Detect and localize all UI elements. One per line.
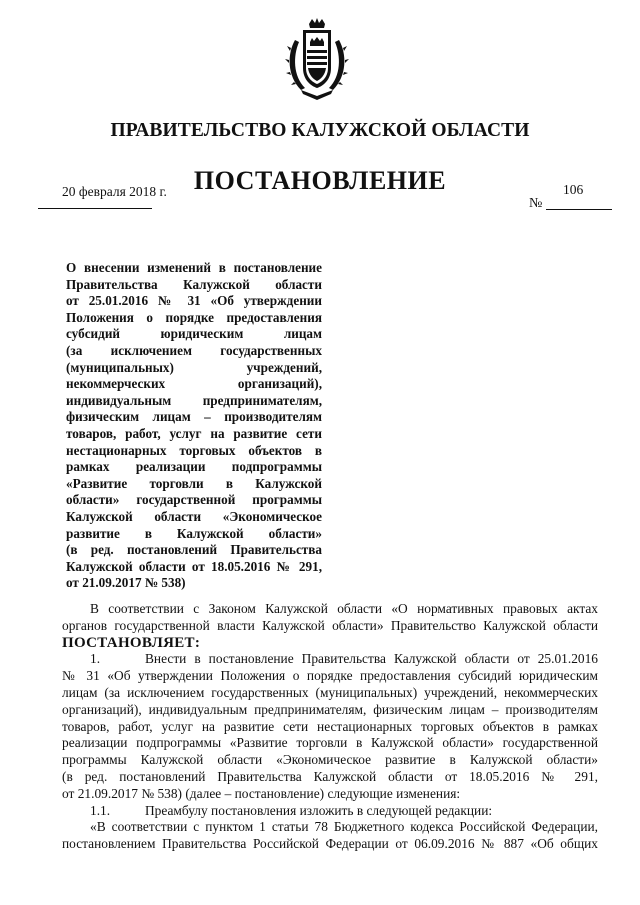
item-1-line: (в ред. постановлений Правительства Калужской области от 18.05.2016 № 291, [62,768,598,784]
subject-line: нестационарных торговых объектов в [66,442,322,458]
item-1-line: организаций), индивидуальным предпринимателям, физическим лицам – производителям [62,701,598,717]
item-1-line: реализации подпрограммы «Развитие торговли в Калужской области» государственной [62,735,598,751]
subject-line: индивидуальным предпринимателям, [66,392,322,408]
item-1-1 [62,803,598,820]
subject-line: от 25.01.2016 № 31 «Об утверждении [66,293,322,309]
subject-line: товаров, работ, услуг на развитие сети [66,425,322,441]
subject-line: «Развитие торговли в Калужской [66,475,322,491]
quote-line: «В соответствии с пунктом 1 статьи 78 Бюджетного кодекса Российской Федерации, [90,819,598,835]
item-1-number: 1. [90,651,101,667]
date-underline [38,208,152,209]
quote-line: постановлением Правительства Российской Федерации от 06.09.2016 № 887 «Об общих [62,836,598,852]
kaluga-coat-of-arms-icon [285,18,349,100]
item-1-first-line [62,651,598,668]
subject-line: (муниципальных) учреждений, [66,359,322,375]
number-sign: № [529,196,543,211]
subject-line: субсидий юридическим лицам [66,326,322,342]
subject-line: от 21.09.2017 № 538) [66,575,186,591]
subject-line: (в ред. постановлений Правительства [66,542,322,558]
intro-line: органов государственной власти Калужской области» Правительство Калужской области [62,617,598,633]
document-number: 106 [563,182,584,197]
number-underline [546,209,612,210]
subject-line: физическим лицам – производителям [66,409,322,425]
document-subject [66,260,322,592]
document-date: 20 февраля 2018 г. [62,184,167,199]
subject-line: развитие в Калужской области» [66,525,322,541]
subject-line: Калужской области «Экономическое [66,508,322,524]
item-1-line: лицам (за исключением государственных (муниципальных) учреждений, некоммерческих [62,684,598,700]
item-1-line: программы Калужской области «Экономическое развитие в Калужской области» [62,752,598,768]
resolves-heading: ПОСТАНОВЛЯЕТ: [62,634,201,651]
subject-line: рамках реализации подпрограммы [66,459,322,475]
subject-line: Правительства Калужской области [66,276,322,292]
subject-line: О внесении изменений в постановление [66,260,322,275]
subject-line: области» государственной программы [66,492,322,508]
subject-line: Калужской области от 18.05.2016 № 291, [66,558,322,574]
item-1-line: № 31 «Об утверждении Положения о порядке предоставления субсидий юридическим [62,668,598,684]
item-1-1-text: Преамбулу постановления изложить в следующей редакции: [145,802,493,818]
government-title: ПРАВИТЕЛЬСТВО КАЛУЖСКОЙ ОБЛАСТИ [110,120,530,141]
subject-line: (за исключением государственных [66,342,322,358]
subject-line: некоммерческих организаций), [66,376,322,392]
item-1-text: Внести в постановление Правительства Калужской области от 25.01.2016 [145,651,598,667]
item-1-line: товаров, работ, услуг на развитие сети нестационарных торговых объектов в рамках [62,718,598,734]
document-body [62,601,598,853]
subject-line: Положения о порядке предоставления [66,309,322,325]
document-type: ПОСТАНОВЛЕНИЕ [193,166,447,195]
item-1-1-number: 1.1. [90,802,111,818]
intro-line: В соответствии с Законом Калужской области «О нормативных правовых актах [90,601,598,616]
item-1-line: от 21.09.2017 № 538) (далее – постановление) следующие изменения: [62,785,461,801]
